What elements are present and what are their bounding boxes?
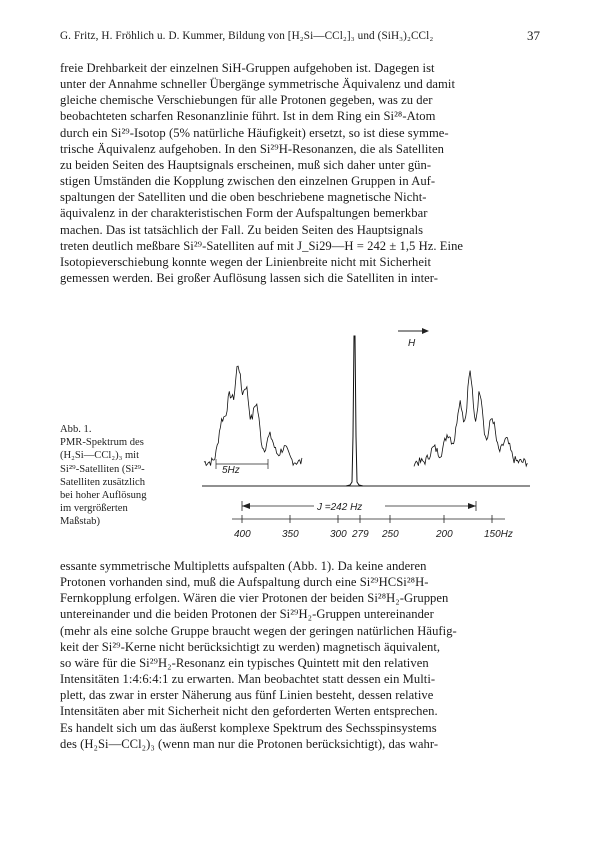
text-line: keit der Si²⁹-Kerne nicht berücksichtigt zu werden) magnetisch äquivalent, <box>60 639 441 654</box>
text-line: Fernkopplung erfolgen. Wären die vier Protonen der beiden Si²⁸H₂-Gruppen <box>60 591 449 606</box>
text-line: treten deutlich meßbare Si²⁹-Satelliten auf mit J_Si29—H = 242 ± 1,5 Hz. Eine <box>60 238 464 253</box>
text-line: Protonen vorhanden sind, muß die Aufspaltung durch eine Si²⁹HCSi²⁸H- <box>60 575 429 590</box>
text-line: Isotopieverschiebung konnte wegen der Linienbreite nicht mit Sicherheit <box>60 254 432 269</box>
text-line: gleiche chemische Verschiebungen für alle Protonen gegeben, was zu der <box>60 93 433 108</box>
text-line: essante symmetrische Multipletts aufspalten (Abb. 1). Da keine anderen <box>60 559 427 573</box>
axis-tick-label: 300 <box>330 529 347 540</box>
text-line: Intensitäten aber mit Sicherheit nicht den geforderten Werten entsprechen. <box>60 704 438 719</box>
caption-line: Maßstab) <box>60 516 101 528</box>
caption-line: bei hoher Auflösung <box>60 490 147 502</box>
text-line: gemessen werden. Bei großer Auflösung lassen sich die Satelliten in inter- <box>60 271 439 286</box>
axis-tick-label: 200 <box>436 529 453 540</box>
field-label: H <box>408 338 416 349</box>
caption-line: (H₂Si—CCl₂)₃ mit <box>60 450 140 462</box>
field-arrow-head-icon <box>422 328 429 334</box>
axis-tick-label: 279 <box>352 529 369 540</box>
scale-label-5hz: 5Hz <box>222 465 240 476</box>
pmr-spectrum-figure <box>180 316 560 546</box>
coupling-label: J =242 Hz <box>317 502 363 513</box>
text-line: des (H₂Si—CCl₂)₃ (wenn man nur die Protonen berücksichtigt), das wahr- <box>60 736 439 751</box>
text-line: so wäre für die Si²⁹H₂-Resonanz ein typisches Quintett mit den relativen <box>60 655 429 670</box>
main-resonance-peak <box>346 336 363 486</box>
text-line: (mehr als eine solche Gruppe braucht wegen der geringen natürlichen Häufig- <box>60 623 457 638</box>
text-line: spaltungen der Satelliten und die oben beschriebene magnetische Nicht- <box>60 190 427 205</box>
caption-line: PMR-Spektrum des <box>60 437 144 449</box>
text-line: freie Drehbarkeit der einzelnen SiH-Gruppen aufgehoben ist. Dagegen ist <box>60 61 435 75</box>
text-line: plett, das zwar in erster Näherung aus fünf Linien besteht, dessen relative <box>60 688 434 703</box>
axis-tick-label: 400 <box>234 529 251 540</box>
running-title: G. Fritz, H. Fröhlich u. D. Kummer, Bildung von [H₂Si—CCl₂]₃ und (SiH₃)₂CCl₂ <box>60 30 434 42</box>
caption-line: Satelliten zusätzlich <box>60 476 146 488</box>
axis-tick-label: 250 <box>382 529 399 540</box>
page-number: 37 <box>527 28 540 43</box>
text-line: äquivalenz in der charakteristischen Form der Aufspaltungen bemerkbar <box>60 206 428 221</box>
text-line: trische Äquivalenz aufgehoben. In den Si²⁹H-Resonanzen, die als Satelliten <box>60 141 444 156</box>
caption-line: im vergrößerten <box>60 503 128 515</box>
text-line: unter der Annahme schneller Übergänge symmetrische Äquivalenz und damit <box>60 77 456 92</box>
body-paragraph-2 <box>60 558 540 752</box>
text-line: untereinander und die beiden Protonen der Si²⁹H₂-Gruppen untereinander <box>60 607 434 622</box>
coupling-arrow-head-icon <box>468 503 476 509</box>
text-line: Es handelt sich um das äußerst komplexe Spektrum des Sechsspinsystems <box>60 720 437 735</box>
caption-line: Abb. 1. <box>60 424 92 435</box>
text-line: beobachteten scharfen Resonanzlinie führt. Ist in dem Ring ein Si²⁸-Atom <box>60 109 436 124</box>
figure-caption <box>60 423 184 529</box>
right-satellite-multiplet <box>414 371 527 467</box>
coupling-arrow-head-icon <box>242 503 250 509</box>
axis-tick-label: 150Hz <box>484 529 513 540</box>
text-line: Intensitäten 1:4:6:4:1 zu erwarten. Man beobachtet statt dessen ein Multi- <box>60 672 436 687</box>
text-line: stigen Umständen die Kopplung zwischen den einzelnen Gruppen in Auf- <box>60 174 436 189</box>
axis-tick-label: 350 <box>282 529 299 540</box>
running-header <box>60 28 540 46</box>
caption-line: Si²⁹-Satelliten (Si²⁹- <box>60 463 145 475</box>
text-line: durch ein Si²⁹-Isotop (5% natürliche Häufigkeit) ersetzt, so ist diese symme- <box>60 125 449 140</box>
text-line: zu beiden Seiten des Hauptsignals erscheinen, muß sich daher unter gün- <box>60 157 432 172</box>
body-paragraph-1 <box>60 60 540 286</box>
left-satellite-multiplet <box>204 366 302 466</box>
text-line: machen. Das ist tatsächlich der Fall. Zu beiden Seiten des Hauptsignals <box>60 222 424 237</box>
